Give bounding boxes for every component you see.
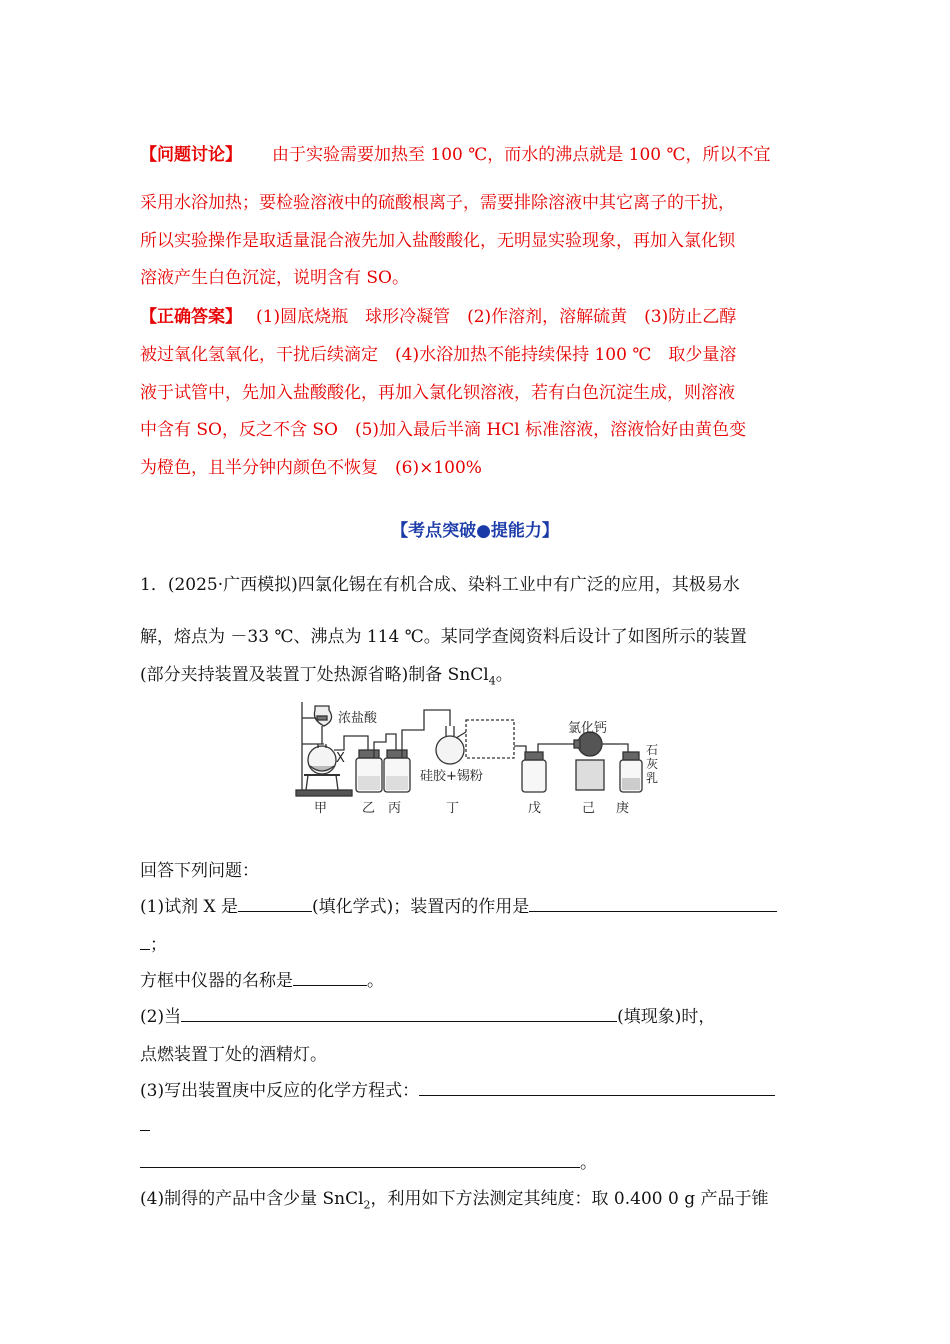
intro-line: 回答下列问题： [140,861,259,881]
label-cacl2: 氯化钙 [568,721,608,736]
q3-line: (3)写出装置庚中反应的化学方程式： [140,1076,775,1101]
discussion-line-1: 由于实验需要加热至 100 ℃，而水的沸点就是 100 ℃，所以不宜 [272,145,771,165]
q3-blank-1[interactable] [419,1077,775,1096]
label-lime-1: 石 [646,743,659,757]
apparatus-ji: 己 [582,801,596,816]
answer-line-4: 中含有 SO，反之不含 SO (5)加入最后半滴 HCl 标准溶液，溶液恰好由黄色变 [140,420,747,440]
apparatus-wu: 戊 [528,801,542,816]
answer-line-2: 被过氧化氢氧化，干扰后续滴定 (4)水浴加热不能持续保持 100 ℃ 取少量溶 [140,345,737,365]
discussion-line-2: 采用水浴加热；要检验溶液中的硫酸根离子，需要排除溶液中其它离子的干扰， [140,193,735,213]
discussion-block [140,136,812,174]
section-heading: 【考点突破●提能力】 [391,521,559,541]
discussion-line-3: 所以实验操作是取适量混合液先加入盐酸酸化，无明显实验现象，再加入氯化钡 [140,231,735,251]
discussion-label: 【问题讨论】 [140,145,242,165]
apparatus-yi: 乙 [362,801,376,816]
q1-line: (1)试剂 X 是 (填化学式)；装置丙的作用是 [140,892,777,917]
question-line-3: (部分夹持装置及装置丁处热源省略)制备 SnCl$_4$。 [140,665,513,688]
answer-label: 【正确答案】 [140,307,242,327]
q1-line-3: 方框中仪器的名称是 。 [140,966,384,991]
q2-line: (2)当 (填现象)时， [140,1002,715,1027]
apparatus-ding: 丁 [446,801,460,816]
apparatus-jia: 甲 [314,801,328,816]
label-lime-3: 乳 [646,771,659,785]
q4-line: (4)制得的产品中含少量 SnCl$_2$，利用如下方法测定其纯度：取 0.400 0 g 产品于锥 [140,1189,769,1212]
apparatus-geng: 庚 [616,801,630,816]
answer-line-1: 【正确答案】 (1)圆底烧瓶 球形冷凝管 (2)作溶剂，溶解硫黄 (3)防止乙醇 [140,307,737,327]
discussion-line-4: 溶液产生白色沉淀，说明含有 SO。 [140,268,409,288]
question-line-1: 1．(2025·广西模拟)四氯化锡在有机合成、染料工业中有广泛的应用，其极易水 [140,575,740,595]
q1-blank-box[interactable] [293,967,367,986]
q1-line-2: ； [140,930,167,955]
q1-blank-bing[interactable] [529,893,777,912]
question-line-2: 解，熔点为 －33 ℃、沸点为 114 ℃。某同学查阅资料后设计了如图所示的装置 [140,627,747,647]
q3-blank-2[interactable] [140,1149,580,1168]
q3-line-2 [140,1112,150,1136]
apparatus-figure [290,698,670,820]
label-conc-hcl: 浓盐酸 [338,711,378,726]
label-silica-tin: 硅胶+锡粉 [420,769,483,784]
label-lime-2: 灰 [646,757,659,771]
answer-line-5: 为橙色，且半分钟内颜色不恢复 (6)×100% [140,458,482,478]
label-reagent-x: X [336,751,345,766]
apparatus-bing: 丙 [388,801,402,816]
q2-line-2: 点燃装置丁处的酒精灯。 [140,1045,327,1065]
q2-blank[interactable] [181,1003,617,1022]
q3-line-3: 。 [140,1148,597,1173]
q1-blank-x[interactable] [238,893,312,912]
answer-line-3: 液于试管中，先加入盐酸酸化，再加入氯化钡溶液，若有白色沉淀生成，则溶液 [140,383,735,403]
